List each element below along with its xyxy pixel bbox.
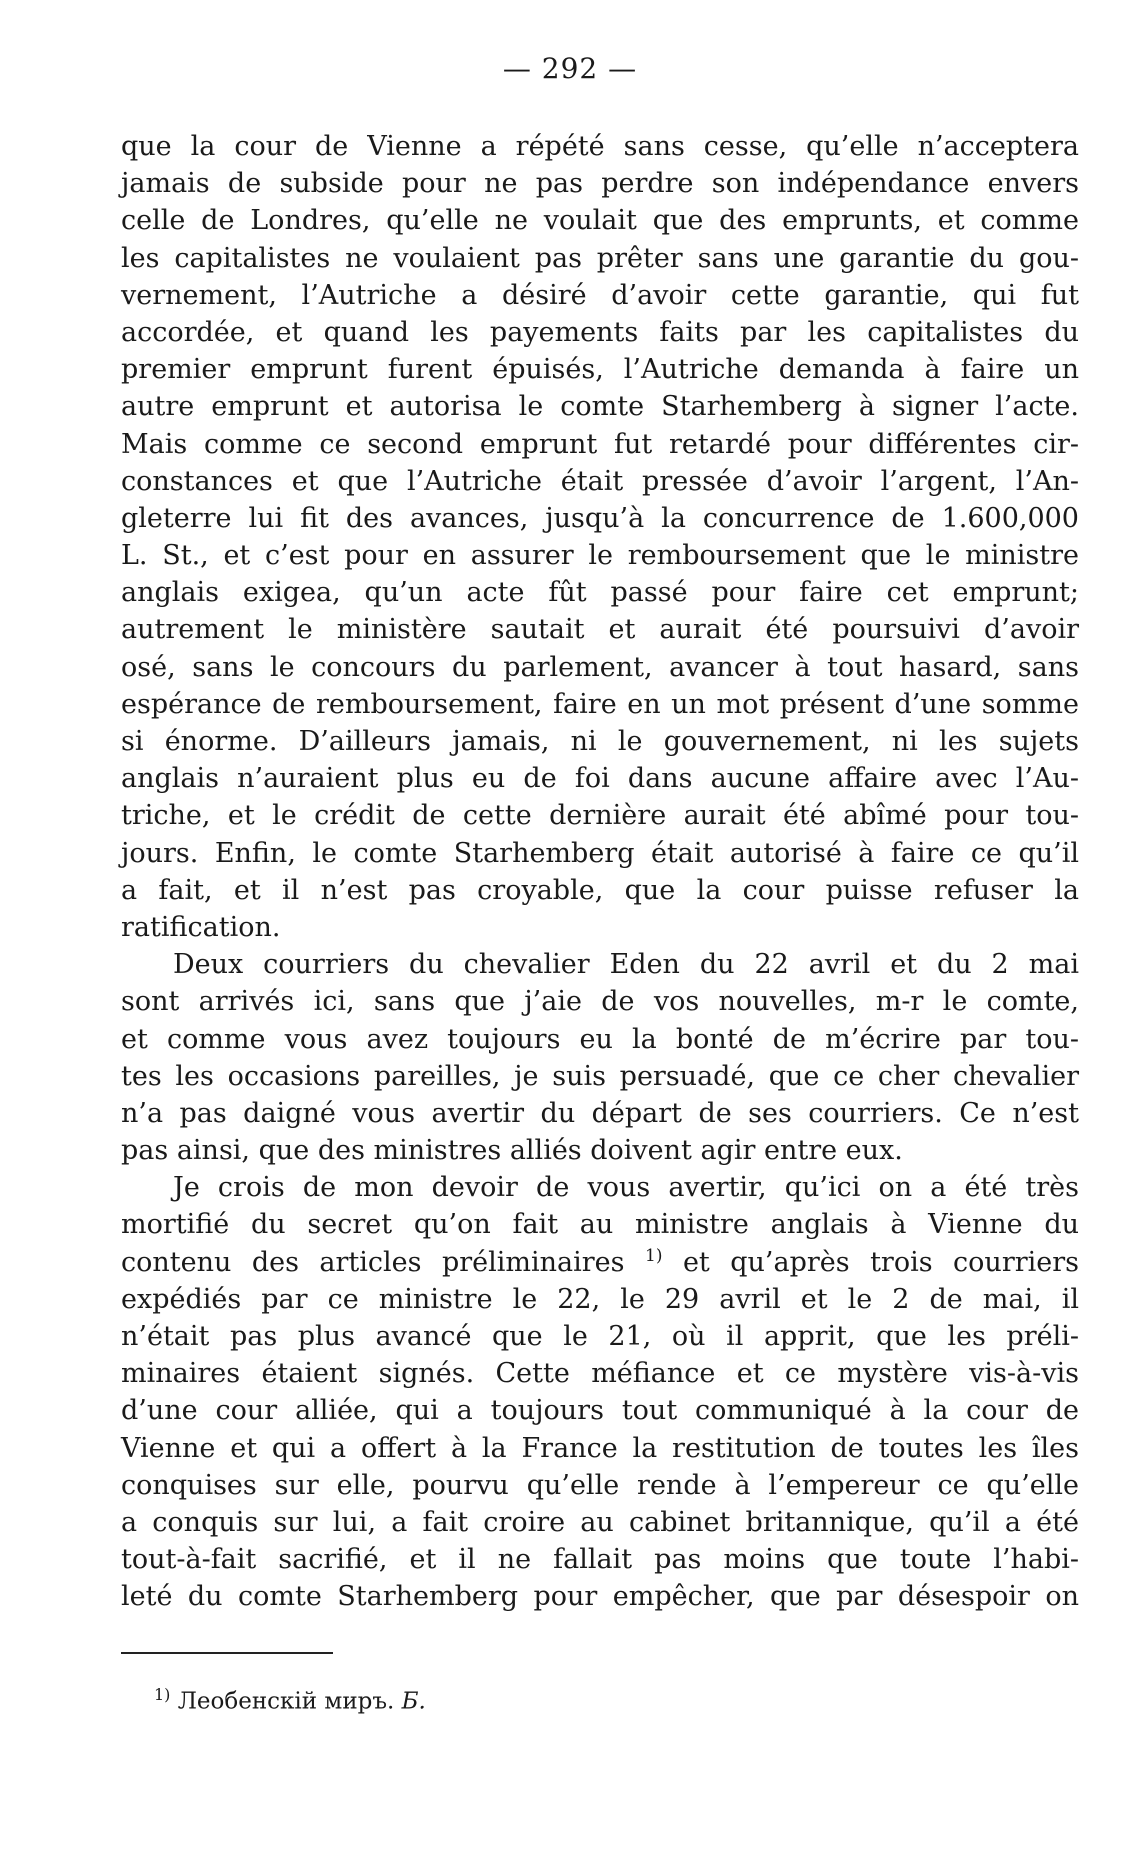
text-line: tout-à-fait sacrifié, et il ne fallait pas moins que toute l’habi-: [121, 1544, 1079, 1576]
text-line: sont arrivés ici, sans que j’aie de vos nouvelles, m-r le comte,: [121, 986, 1079, 1018]
text-line: minaires étaient signés. Cette méfiance et ce mystère vis-à-vis: [121, 1358, 1079, 1390]
text-line: Vienne et qui a offert à la France la restitution de toutes les îles: [121, 1432, 1079, 1464]
text-line: a conquis sur lui, a fait croire au cabinet britannique, qu’il a été: [121, 1506, 1079, 1538]
text-line: anglais exigea, qu’un acte fût passé pour faire cet emprunt;: [121, 577, 1079, 609]
text-line: et comme vous avez toujours eu la bonté de m’écrire par tou-: [121, 1023, 1079, 1055]
footnote-divider: [121, 1652, 333, 1654]
text-line: jours. Enfin, le comte Starhemberg était autorisé à faire ce qu’il: [121, 837, 1079, 869]
text-line: espérance de remboursement, faire en un mot présent d’une somme: [121, 688, 1079, 720]
text-line: gleterre lui fit des avances, jusqu’à la concurrence de 1.600,000: [121, 502, 1079, 534]
text-line: jamais de subside pour ne pas perdre son indépendance envers: [121, 168, 1079, 200]
text-line: a fait, et il n’est pas croyable, que la cour puisse refuser la: [121, 874, 1079, 906]
footnote: [154, 1680, 426, 1717]
text-line: Deux courriers du chevalier Eden du 22 avril et du 2 mai: [173, 949, 1079, 981]
text-line: ratification.: [121, 911, 281, 943]
text-line: si énorme. D’ailleurs jamais, ni le gouvernement, ni les sujets: [121, 726, 1079, 757]
text-line: expédiés par ce ministre le 22, le 29 avril et le 2 de mai, il: [121, 1283, 1079, 1315]
text-line: celle de Londres, qu’elle ne voulait que des emprunts, et comme: [121, 205, 1079, 237]
text-line: n’était pas plus avancé que le 21, où il apprit, que les préli-: [121, 1321, 1079, 1352]
text-line-with-footnote-ref: [121, 1244, 1079, 1281]
text-line: constances et que l’Autriche était pressée d’avoir l’argent, l’An-: [121, 465, 1079, 497]
text-line: conquises sur elle, pourvu qu’elle rende à l’empereur ce qu’elle: [121, 1469, 1079, 1501]
text-line: vernement, l’Autriche a désiré d’avoir cette garantie, qui fut: [121, 279, 1079, 311]
text-line: autre emprunt et autorisa le comte Starhemberg à signer l’acte.: [121, 391, 1079, 423]
page-number: — 292 —: [502, 52, 638, 85]
text-line: d’une cour alliée, qui a toujours tout communiqué à la cour de: [121, 1395, 1079, 1427]
text-line: triche, et le crédit de cette dernière aurait été abîmé pour tou-: [121, 800, 1079, 832]
text-segment: contenu des articles préliminaires: [121, 1246, 625, 1278]
text-line: autrement le ministère sautait et aurait été poursuivi d’avoir: [121, 614, 1079, 646]
text-segment: et qu’après trois courriers: [662, 1246, 1080, 1278]
footnote-reference: 1): [645, 1245, 663, 1266]
text-line: osé, sans le concours du parlement, avancer à tout hasard, sans: [121, 651, 1079, 683]
text-line: leté du comte Starhemberg pour empêcher, que par désespoir on: [121, 1581, 1079, 1613]
text-line: accordée, et quand les payements faits par les capitalistes du: [121, 316, 1079, 348]
text-line: mortifié du secret qu’on fait au ministre anglais à Vienne du: [121, 1209, 1079, 1241]
text-line: n’a pas daigné vous avertir du départ de ses courriers. Ce n’est: [121, 1097, 1079, 1129]
text-line: Mais comme ce second emprunt fut retardé pour différentes cir-: [121, 428, 1079, 460]
text-line: L. St., et c’est pour en assurer le remboursement que le ministre: [121, 540, 1079, 572]
text-line: que la cour de Vienne a répété sans cesse, qu’elle n’acceptera: [121, 131, 1079, 162]
footnote-source-abbr: Б.: [401, 1688, 426, 1715]
footnote-mark: 1): [154, 1685, 171, 1704]
footnote-text: Леобенскій миръ.: [170, 1688, 402, 1715]
text-line: premier emprunt furent épuisés, l’Autriche demanda à faire un: [121, 354, 1079, 386]
text-line: pas ainsi, que des ministres alliés doivent agir entre eux.: [121, 1135, 903, 1167]
text-line: tes les occasions pareilles, je suis persuadé, que ce cher chevalier: [121, 1060, 1079, 1092]
body-text: [121, 128, 1079, 1616]
text-line: Je crois de mon devoir de vous avertir, qu’ici on a été très: [173, 1172, 1079, 1204]
text-line: anglais n’auraient plus eu de foi dans aucune affaire avec l’Au-: [121, 763, 1079, 795]
text-line: les capitalistes ne voulaient pas prêter sans une garantie du gou-: [121, 242, 1079, 274]
